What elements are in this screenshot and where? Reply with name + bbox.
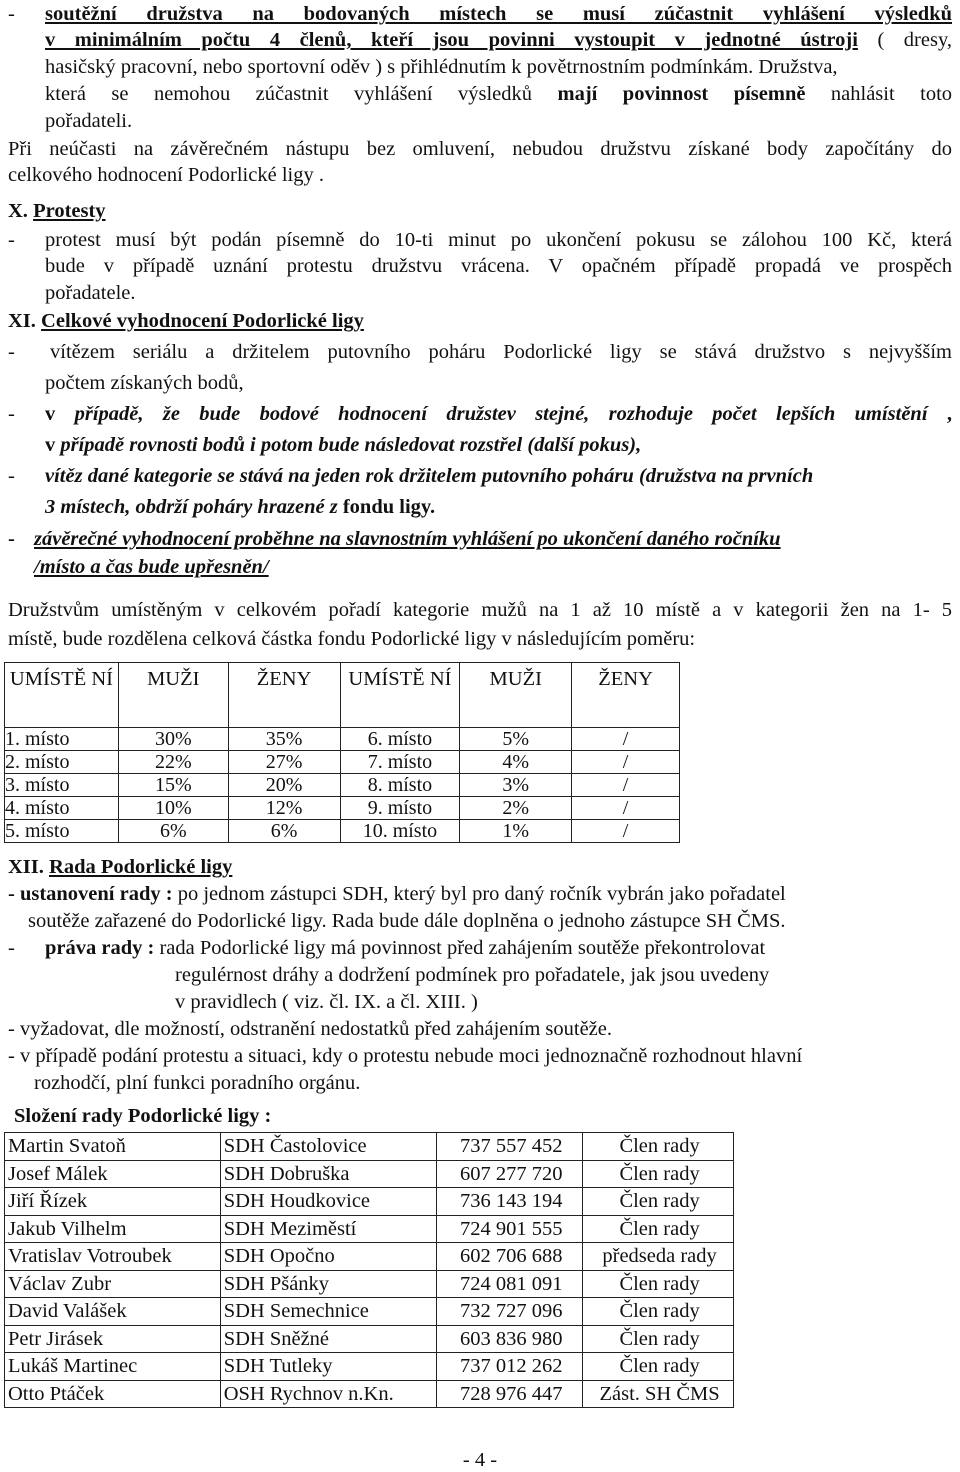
x-line-1: protest musí být podán písemně do 10-ti minut po ukončení pokusu se zálohou 100 Kč, která — [45, 229, 952, 251]
table-cell: 10% — [118, 797, 228, 820]
dash-bullet: - — [8, 465, 15, 487]
member-phone: 732 727 096 — [437, 1298, 583, 1326]
table-cell: 4% — [460, 751, 572, 774]
member-unit: SDH Dobruška — [220, 1160, 437, 1188]
table-cell: 8. místo — [340, 774, 460, 797]
ix-line-4 — [45, 82, 952, 106]
ix-line-2 — [45, 28, 952, 52]
member-unit: SDH Opočno — [220, 1243, 437, 1271]
xi-p2-line-1 — [45, 402, 952, 426]
xi-p2-v2: v — [45, 434, 56, 456]
page-number: - 4 - — [462, 1449, 498, 1471]
member-role: Člen rady — [583, 1133, 734, 1161]
xii-rights-line-2: regulérnost dráhy a dodržení podmínek pro pořadatele, jak jsou uvedeny — [175, 964, 770, 986]
table-row — [5, 1215, 734, 1243]
member-role: Člen rady — [583, 1188, 734, 1216]
member-unit: SDH Meziměstí — [220, 1215, 437, 1243]
table-row — [5, 728, 680, 751]
member-unit: SDH Častolovice — [220, 1133, 437, 1161]
section-x-heading — [8, 199, 952, 223]
section-xi-title: Celkové vyhodnocení Podorlické ligy — [41, 310, 364, 332]
table-cell: 10. místo — [340, 820, 460, 843]
members-table — [4, 1132, 734, 1408]
ix-l1-text: soutěžní družstva na bodovaných místech se musí zúčastnit vyhlášení výsledků — [45, 3, 952, 25]
dash-bullet: - — [8, 528, 15, 550]
composition-title: Složení rady Podorlické ligy : — [14, 1105, 272, 1127]
ix-l4-c: nahlásit toto — [830, 83, 953, 105]
table-row — [5, 1270, 734, 1298]
header-placement: UMÍSTĚ NÍ — [5, 663, 119, 728]
member-phone: 728 976 447 — [437, 1380, 583, 1408]
table-row — [5, 774, 680, 797]
xii-require-line: - vyžadovat, dle možností, odstranění nedostatků před zahájením soutěže. — [8, 1018, 612, 1040]
xi-p3-text: 3 místech, obdrží poháry hrazené z — [45, 496, 338, 518]
table-cell: 4. místo — [5, 797, 119, 820]
header-men: MUŽI — [118, 663, 228, 728]
table-cell: 6. místo — [340, 728, 460, 751]
table-cell: 15% — [118, 774, 228, 797]
xi-p2-text: případě, že bude bodové hodnocení družstev stejné, rozhoduje počet lepších umístění — [74, 403, 928, 425]
member-name: Josef Málek — [5, 1160, 221, 1188]
member-phone: 602 706 688 — [437, 1243, 583, 1271]
table-row — [5, 797, 680, 820]
xii-protest-line-2: rozhodčí, plní funkci poradního orgánu. — [34, 1072, 361, 1094]
ix-line-6: Při neúčasti na závěrečném nástupu bez omluvení, nebudou družstvu získané body započítány do — [8, 138, 952, 160]
member-name: Otto Ptáček — [5, 1380, 221, 1408]
table-cell: / — [572, 774, 680, 797]
member-name: Jakub Vilhelm — [5, 1215, 221, 1243]
section-xii-title: Rada Podorlické ligy — [49, 856, 233, 878]
section-x-number: X. — [8, 200, 28, 222]
member-unit: SDH Tutleky — [220, 1353, 437, 1381]
table-cell: / — [572, 728, 680, 751]
xii-establishment-text: po jednom zástupci SDH, který byl pro daný ročník vybrán jako pořadatel — [177, 883, 786, 905]
ix-l4-b: mají povinnost písemně — [557, 83, 806, 105]
xi-p3-fund: fondu ligy. — [342, 496, 436, 518]
member-phone: 724 081 091 — [437, 1270, 583, 1298]
member-role: Člen rady — [583, 1160, 734, 1188]
member-role: Člen rady — [583, 1353, 734, 1381]
header-men: MUŽI — [460, 663, 572, 728]
table-row — [5, 751, 680, 774]
member-phone: 736 143 194 — [437, 1188, 583, 1216]
table-cell: 22% — [118, 751, 228, 774]
section-xi-number: XI. — [8, 310, 36, 332]
table-cell: / — [572, 820, 680, 843]
x-line-3: pořadatele. — [45, 282, 136, 304]
dash-bullet: - — [8, 3, 15, 25]
table-row — [5, 1243, 734, 1271]
table-row — [5, 820, 680, 843]
table-cell: 27% — [228, 751, 340, 774]
member-unit: SDH Houdkovice — [220, 1188, 437, 1216]
xii-establishment-line-2: soutěže zařazené do Podorlické ligy. Rada bude dále doplněna o jednoho zástupce SH ČMS. — [28, 910, 786, 932]
table-row — [5, 1353, 734, 1381]
table-cell: 6% — [228, 820, 340, 843]
xii-establishment-line-1 — [8, 882, 952, 906]
header-women: ŽENY — [228, 663, 340, 728]
ratio-table — [4, 662, 680, 843]
ix-line-5: pořadateli. — [45, 110, 133, 132]
table-row — [5, 1380, 734, 1408]
xii-protest-line-1: - v případě podání protestu a situaci, kdy o protestu nebude moci jednoznačně rozhodnout hlavní — [8, 1045, 803, 1067]
table-row — [5, 1188, 734, 1216]
table-cell: 2% — [460, 797, 572, 820]
table-cell: 1% — [460, 820, 572, 843]
member-phone: 607 277 720 — [437, 1160, 583, 1188]
member-phone: 603 836 980 — [437, 1325, 583, 1353]
ix-line-7: celkového hodnocení Podorlické ligy . — [8, 164, 324, 186]
member-unit: SDH Semechnice — [220, 1298, 437, 1326]
ix-line-1 — [45, 2, 952, 26]
xi-p2-v: v — [45, 403, 56, 425]
table-cell: 7. místo — [340, 751, 460, 774]
xi-p4-line-2: /místo a čas bude upřesněn/ — [34, 556, 269, 578]
table-cell: 9. místo — [340, 797, 460, 820]
table-cell: 6% — [118, 820, 228, 843]
table-cell: 20% — [228, 774, 340, 797]
ix-line-3: hasičský pracovní, nebo sportovní oděv ) s přihlédnutím k povětrnostním podmínkám. Družstva, — [45, 56, 838, 78]
section-xii-heading — [8, 855, 952, 879]
table-cell: 35% — [228, 728, 340, 751]
ix-l4-a: která se nemohou zúčastnit vyhlášení výsledků — [45, 83, 533, 105]
member-role: Člen rady — [583, 1298, 734, 1326]
member-role: předseda rady — [583, 1243, 734, 1271]
xi-p1-line-1: vítězem seriálu a držitelem putovního poháru Podorlické ligy se stává družstvo s nejvyšším — [50, 341, 952, 363]
member-phone: 737 557 452 — [437, 1133, 583, 1161]
table-row — [5, 1133, 734, 1161]
xii-rights-line-3: v pravidlech ( viz. čl. IX. a čl. XIII. ) — [175, 991, 478, 1013]
xi-fund-line-1: Družstvům umístěným v celkovém pořadí kategorie mužů na 1 až 10 místě a v kategorii žen na 1- 5 — [8, 599, 952, 621]
member-name: David Valášek — [5, 1298, 221, 1326]
table-cell: 12% — [228, 797, 340, 820]
xii-rights-line-1 — [45, 936, 952, 960]
table-cell: 5. místo — [5, 820, 119, 843]
header-women: ŽENY — [572, 663, 680, 728]
section-xii-number: XII. — [8, 856, 44, 878]
header-placement: UMÍSTĚ NÍ — [340, 663, 460, 728]
xi-p2-line-2 — [45, 433, 952, 457]
member-role: Člen rady — [583, 1325, 734, 1353]
member-name: Martin Svatoň — [5, 1133, 221, 1161]
dash-bullet: - — [8, 937, 15, 959]
table-cell: / — [572, 751, 680, 774]
table-row — [5, 1325, 734, 1353]
table-cell: 5% — [460, 728, 572, 751]
xi-p1-line-2: počtem získaných bodů, — [45, 372, 244, 394]
section-x-title: Protesty — [33, 200, 106, 222]
xi-p2-comma: , — [946, 403, 953, 425]
member-unit: SDH Pšánky — [220, 1270, 437, 1298]
ratio-table-header — [5, 663, 680, 728]
table-cell: / — [572, 797, 680, 820]
dash-bullet: - — [8, 341, 15, 363]
member-name: Vratislav Votroubek — [5, 1243, 221, 1271]
xi-p2-text2: případě rovnosti bodů i potom bude následovat rozstřel (další pokus), — [60, 434, 642, 456]
x-line-2: bude v případě uznání protestu družstvu vrácena. V opačném případě propadá ve prospěch — [45, 255, 952, 277]
table-cell: 2. místo — [5, 751, 119, 774]
member-phone: 737 012 262 — [437, 1353, 583, 1381]
member-name: Lukáš Martinec — [5, 1353, 221, 1381]
member-name: Václav Zubr — [5, 1270, 221, 1298]
table-cell: 30% — [118, 728, 228, 751]
member-role: Člen rady — [583, 1270, 734, 1298]
member-phone: 724 901 555 — [437, 1215, 583, 1243]
table-row — [5, 1298, 734, 1326]
table-cell: 3. místo — [5, 774, 119, 797]
ix-l2-rest: ( dresy, — [877, 29, 952, 51]
member-name: Jiří Řízek — [5, 1188, 221, 1216]
member-unit: SDH Sněžné — [220, 1325, 437, 1353]
ix-l2-text: v minimálním počtu 4 členů, kteří jsou povinni vystoupit v jednotné ústroji — [45, 29, 858, 51]
member-role: Člen rady — [583, 1215, 734, 1243]
xi-fund-line-2: místě, bude rozdělena celková částka fondu Podorlické ligy v následujícím poměru: — [8, 628, 696, 650]
table-cell: 3% — [460, 774, 572, 797]
member-name: Petr Jirásek — [5, 1325, 221, 1353]
dash-bullet: - — [8, 229, 15, 251]
xii-establishment-label: - ustanovení rady : — [8, 883, 173, 905]
dash-bullet: - — [8, 403, 15, 425]
member-unit: OSH Rychnov n.Kn. — [220, 1380, 437, 1408]
section-xi-heading — [8, 309, 952, 333]
table-cell: 1. místo — [5, 728, 119, 751]
member-role: Zást. SH ČMS — [583, 1380, 734, 1408]
xii-rights-text: rada Podorlické ligy má povinnost před zahájením soutěže překontrolovat — [159, 937, 766, 959]
xii-rights-label: práva rady : — [45, 937, 155, 959]
table-row — [5, 1160, 734, 1188]
xi-p3-line-2 — [45, 495, 952, 519]
xi-p3-line-1: vítěz dané kategorie se stává na jeden rok držitelem putovního poháru (družstva na prvních — [45, 465, 814, 487]
xi-p4-line-1: závěrečné vyhodnocení proběhne na slavnostním vyhlášení po ukončení daného ročníku — [34, 528, 781, 550]
